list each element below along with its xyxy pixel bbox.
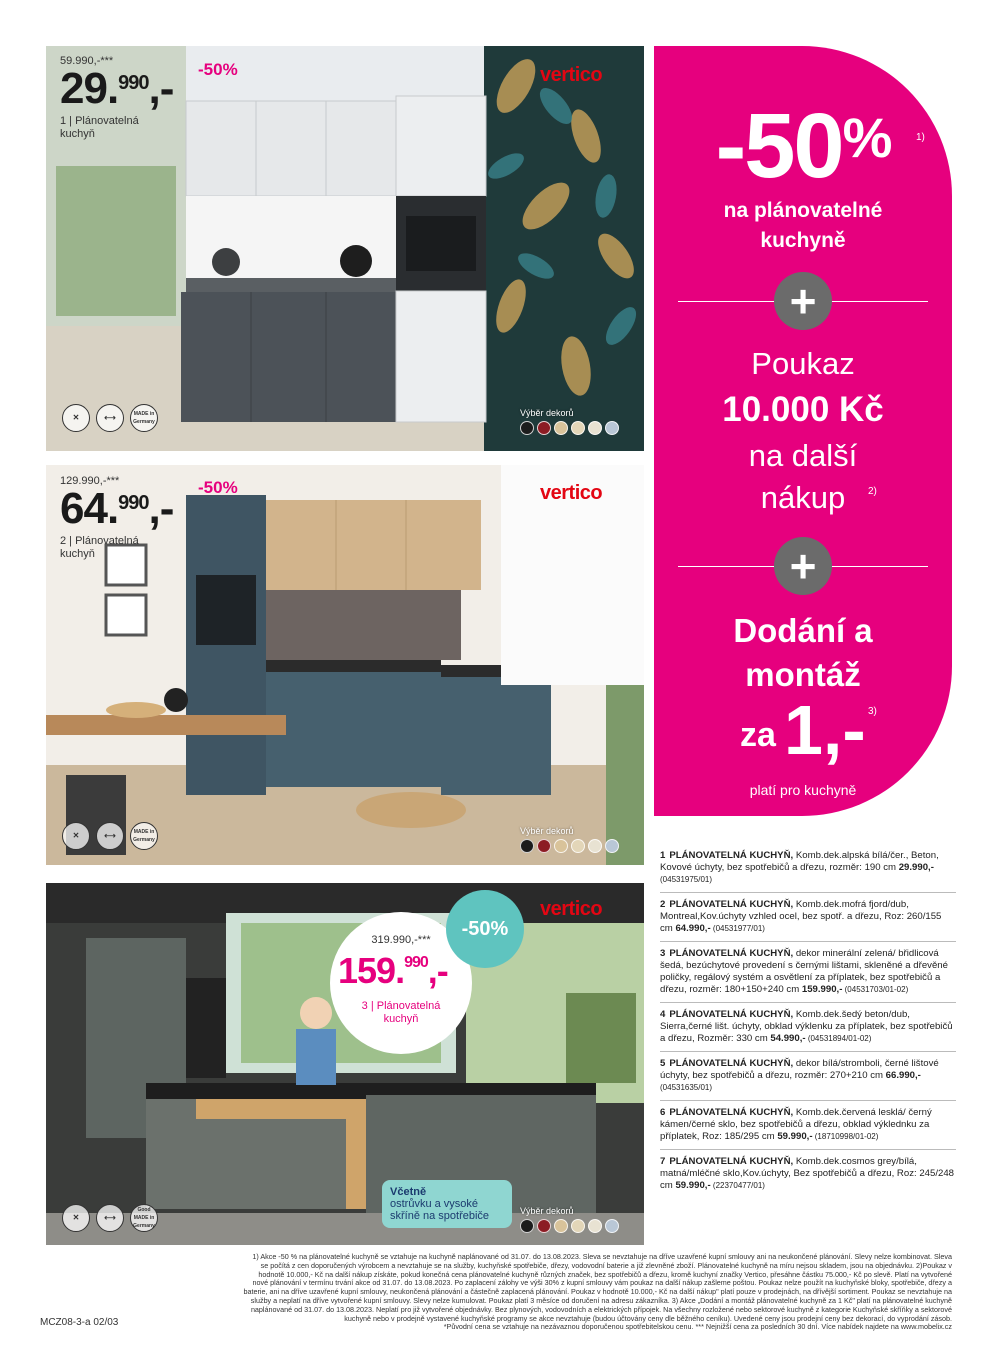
- promo-voucher-line4: nákup: [760, 480, 846, 515]
- item-text: Komb.dek.mofrá fjord/dub, Montreal,Kov.úchyty vzhled ocel, bez spotř. a dřezu, Roz: 260/155 cm: [660, 899, 942, 934]
- offer-1-swatches: [520, 421, 619, 435]
- swatch[interactable]: [588, 839, 602, 853]
- item-number: 6: [660, 1107, 666, 1118]
- item-title: PLÁNOVATELNÁ KUCHYŇ,: [669, 1009, 794, 1020]
- offer-2-label-line2: kuchyň: [60, 548, 95, 560]
- swatch[interactable]: [537, 1219, 551, 1233]
- offer-2-decor-box: [520, 826, 619, 853]
- no-tools-icon: ✕: [62, 822, 90, 850]
- offer-3-decor-label: Výběr dekorů: [520, 1206, 574, 1216]
- item-title: PLÁNOVATELNÁ KUCHYŇ,: [669, 1107, 794, 1118]
- promo-footnote-1: 1): [916, 132, 925, 143]
- made-in-germany-icon: MADE in Germany: [130, 822, 158, 850]
- measure-icon: ⟷: [96, 1204, 124, 1232]
- offer-3-included-line1: ostrůvku a vysoké: [390, 1198, 479, 1210]
- offer-2-old-price: 129.990,-***: [60, 475, 120, 487]
- promo-one-crown: 1,-: [784, 691, 866, 769]
- page-code: MCZ08-3-a 02/03: [40, 1317, 119, 1328]
- plus-icon: +: [774, 537, 832, 595]
- footnote-line: se počítá z cen doporučených výrobcem a nevztahuje se na služby, kuchyňské spotřebiče, dřezy, vodovodní baterie a již zlevněné zboží. Plánovatelné kuchyně na míru nejsou skladem, jsou na objednávku. 2)Poukaz v: [260, 1260, 952, 1270]
- list-item: [660, 1058, 956, 1101]
- offer-3-discount: -50%: [446, 890, 524, 968]
- swatch[interactable]: [537, 421, 551, 435]
- offer-1-old-price: 59.990,-***: [60, 55, 114, 67]
- item-text: Komb.dek.šedý beton/dub, Sierra,černé lišt. úchyty, obklad výklenku za příplatek, bez spotřebičů a dřezu, Rozměr: 330 cm: [660, 1009, 953, 1044]
- item-code: (04531894/01-02): [805, 1034, 872, 1043]
- offer-1-label-line2: kuchyň: [60, 128, 95, 140]
- no-tools-icon: ✕: [62, 404, 90, 432]
- made-in-germany-icon: MADE in Germany: [130, 404, 158, 432]
- item-code: (04531703/01-02): [842, 985, 909, 994]
- item-text: Komb.dek.alpská bílá/čer., Beton, Kovové úchyty, bez spotřebičů a dřezu, rozměr: 190 cm: [660, 850, 939, 873]
- footnote-line: baterie, ani na dříve uzavřené kupní smlouvy, neukončená plánování a částečně zaplacená plánování. Poukaz v hodnotě 10.000,- Kč na další nákup" platí pouze v prodejnách, na dřívější sortiment. Poukaz se nevztahuje na: [243, 1287, 952, 1297]
- swatch[interactable]: [605, 421, 619, 435]
- offer-1-decor-box: [520, 408, 619, 435]
- footnote-line: kuchyně nebo v prodejně vystavené kuchyňské programy se akce nevztahuje (budou účtovány ceny dle běžného ceníku). Uvedené ceny jsou prodejní ceny bez dekorací, do vyprodání zásob.: [344, 1313, 952, 1323]
- offer-3-old-price: 319.990,-***: [371, 934, 431, 946]
- swatch[interactable]: [554, 421, 568, 435]
- promo-valid: platí pro kuchyně: [749, 782, 857, 798]
- offer-3-price-main: 159.: [338, 950, 405, 991]
- footnote-line: nové plánování v termínu trvání akce od 31.07. do 13.08.2023. Po zaplacení zálohy ve výši 30% z kupní smlouvy vám poukaz na další nákup zašleme poštou. Poukaz nelze použít na kuchyňské bloky, spotřebiče, dřezy a: [252, 1278, 952, 1288]
- promo-za: za: [740, 716, 776, 754]
- item-number: 5: [660, 1058, 666, 1069]
- legal-footnotes: [140, 1253, 952, 1332]
- offer-2-feature-icons: [62, 822, 158, 850]
- offer-1-price: [60, 64, 174, 113]
- item-number: 3: [660, 948, 666, 959]
- offer-3-decor-box: [520, 1206, 619, 1233]
- promo-big-discount: [654, 95, 952, 197]
- item-price: 59.990,-: [675, 1180, 711, 1191]
- item-number: 7: [660, 1156, 666, 1167]
- item-list: [660, 850, 956, 1204]
- list-item: [660, 1156, 956, 1198]
- measure-icon: ⟷: [96, 822, 124, 850]
- plus-icon: +: [774, 272, 832, 330]
- offer-2-price: [60, 484, 174, 533]
- promo-voucher-title: Poukaz: [751, 346, 855, 381]
- item-price: 29.990,-: [898, 862, 934, 873]
- offer-2-price-main: 64.: [60, 484, 119, 533]
- list-item: [660, 850, 956, 893]
- item-price: 66.990,-: [885, 1070, 921, 1081]
- promo-voucher-amount: 10.000 Kč: [722, 390, 884, 429]
- swatch[interactable]: [605, 839, 619, 853]
- offer-3-included-box: [382, 1180, 512, 1228]
- item-price: 159.990,-: [801, 984, 843, 995]
- swatch[interactable]: [605, 1219, 619, 1233]
- offer-1-label-line1: 1 | Plánovatelná: [60, 115, 139, 127]
- offer-3-price-suffix: ,-: [427, 950, 448, 991]
- promo-footnote-3: 3): [868, 706, 877, 717]
- promo-delivery-line1: Dodání a: [733, 612, 873, 649]
- offer-2-decor-label: Výběr dekorů: [520, 826, 574, 836]
- offer-1-price-suffix: ,-: [148, 64, 174, 113]
- swatch[interactable]: [571, 1219, 585, 1233]
- offer-2-label-line1: 2 | Plánovatelná: [60, 535, 139, 547]
- promo-footnote-2: 2): [868, 486, 877, 497]
- footnote-line: *Původní cena se vztahuje na nezávaznou doporučenou spotřebitelskou cenu. *** Nejnižší cena za posledních 30 dní. Více nabídek najdete na www.mobelix.cz: [443, 1322, 952, 1332]
- item-number: 4: [660, 1009, 666, 1020]
- footnote-line: služby a neplatí na dříve vytvořené kupní smlouvy. Slevy nelze kumulovat. Poukaz platí 3 měsíce od doručení na adresu zákazníka. 3) Akce „Dodání a montáž plánovatelné kuchyně za 1 Kč" platí na plánovatelné kuchyně: [250, 1295, 952, 1305]
- offer-1-discount: -50%: [198, 60, 238, 79]
- offer-2-price-suffix: ,-: [148, 484, 174, 533]
- list-item: [660, 899, 956, 942]
- item-title: PLÁNOVATELNÁ KUCHYŇ,: [669, 1058, 794, 1069]
- item-code: (04531975/01): [660, 875, 713, 884]
- item-price: 64.990,-: [675, 923, 711, 934]
- offer-3-label-line1: 3 | Plánovatelná: [361, 1000, 441, 1012]
- swatch[interactable]: [537, 839, 551, 853]
- item-code: (18710998/01-02): [812, 1132, 879, 1141]
- offer-1-label: [60, 115, 173, 141]
- swatch[interactable]: [520, 421, 534, 435]
- item-text: dekor bílá/stromboli, černé lištové úchyty, bez spotřebičů a dřezu, rozměr: 270+210 cm: [660, 1058, 939, 1081]
- promo-voucher-line3: na další: [748, 438, 858, 473]
- footnote-line: naplánované od 31.07. do 13.08.2023. Neplatí pro již vytvořené objednávky. Bez plynových, vodovodních a elektrických přípojek. Na všechny rozložené nebo sektorové kuchyně z kategorie Kuchyňské skříňky a sektorové: [250, 1304, 952, 1314]
- offer-2-discount: -50%: [198, 478, 238, 497]
- footnote-line: hodnotě 10.000,- Kč na další nákup získáte, pokud konečná cena plánovatelné kuchyně různých značek, bez spotřebičů a dřezu, kromě kuchyní značky Vertico, přesáhne částku 75.000,- Kč po slevě. Platí na vytvořené: [258, 1269, 952, 1279]
- swatch[interactable]: [520, 1219, 534, 1233]
- offer-1-feature-icons: [62, 404, 158, 432]
- item-number: 2: [660, 899, 666, 910]
- swatch[interactable]: [554, 1219, 568, 1233]
- offer-2-label: [60, 535, 173, 561]
- item-price: 59.990,-: [777, 1131, 813, 1142]
- vertico-logo: vertico: [540, 482, 603, 504]
- swatch[interactable]: [571, 421, 585, 435]
- item-price: 54.990,-: [770, 1033, 806, 1044]
- offer-3-price: [338, 950, 448, 992]
- list-item: [660, 1009, 956, 1052]
- list-item: [660, 1107, 956, 1150]
- measure-icon: ⟷: [96, 404, 124, 432]
- no-tools-icon: ✕: [62, 1204, 90, 1232]
- vertico-logo: vertico: [540, 898, 603, 920]
- swatch[interactable]: [554, 839, 568, 853]
- item-number: 1: [660, 850, 666, 861]
- swatch[interactable]: [571, 839, 585, 853]
- item-title: PLÁNOVATELNÁ KUCHYŇ,: [669, 1156, 794, 1167]
- promo-panel: [654, 46, 952, 816]
- offer-2-swatches: [520, 839, 619, 853]
- item-title: PLÁNOVATELNÁ KUCHYŇ,: [669, 850, 794, 861]
- promo-big-discount-percent: %: [842, 106, 891, 169]
- footnote-line: 1) Akce -50 % na plánovatelné kuchyně se vztahuje na kuchyně naplánované od 31.07. do 13.08.2023. Sleva se nevztahuje na dříve uzavřené kupní smlouvy ani na neukončené plánování. Slevy nelze kombinovat. Sleva: [252, 1252, 952, 1261]
- item-code: (22370477/01): [710, 1181, 765, 1190]
- item-text: dekor minerální zelená/ břidlicová šedá, bezúchytové provedení s černými lištami, skleněné a dřevěné poličky, regálový systém a osvětlení za příplatek, bez spotřebičů a dřezu, rozměr: 180+150+240 cm: [660, 948, 948, 995]
- promo-line-2: kuchyně: [760, 229, 846, 252]
- item-text: Komb.dek.červená lesklá/ černý kámen/černé sklo, bez spotřebičů a dřezu, obklad výklednku za příplatek, Roz: 185/295 cm: [660, 1107, 932, 1142]
- list-item: [660, 948, 956, 1003]
- offer-3-price-cents: 990: [404, 954, 428, 971]
- offer-1-price-main: 29.: [60, 64, 119, 113]
- item-title: PLÁNOVATELNÁ KUCHYŇ,: [669, 948, 794, 959]
- made-in-germany-icon: Good MADE in Germany: [130, 1204, 158, 1232]
- offer-3-label: [330, 1000, 472, 1026]
- promo-big-discount-number: -50: [715, 95, 843, 197]
- offer-3-label-line2: kuchyň: [383, 1013, 419, 1025]
- promo-line-1: na plánovatelné: [723, 199, 883, 222]
- item-code: (04531635/01): [660, 1083, 713, 1092]
- offer-3-included-title: Včetně: [390, 1186, 427, 1198]
- offer-2-price-box: [60, 476, 173, 561]
- swatch[interactable]: [588, 1219, 602, 1233]
- swatch[interactable]: [588, 421, 602, 435]
- promo-delivery-line2: montáž: [745, 656, 861, 693]
- offer-3-feature-icons: [62, 1204, 158, 1232]
- offer-3-included-line2: skříně na spotřebiče: [390, 1210, 490, 1222]
- offer-1-decor-label: Výběr dekorů: [520, 408, 574, 418]
- item-title: PLÁNOVATELNÁ KUCHYŇ,: [669, 899, 794, 910]
- offer-3-swatches: [520, 1219, 619, 1233]
- offer-2-price-cents: 990: [118, 492, 149, 514]
- offer-1-price-cents: 990: [118, 72, 149, 94]
- swatch[interactable]: [520, 839, 534, 853]
- offer-1-price-box: [60, 56, 173, 141]
- item-text: Komb.dek.cosmos grey/bílá, matná/mléčné sklo,Kov.úchyty, Bez spotřebičů a dřezu, Roz: 245/248 cm: [660, 1156, 955, 1191]
- vertico-logo: vertico: [540, 64, 603, 86]
- item-code: (04531977/01): [710, 924, 765, 933]
